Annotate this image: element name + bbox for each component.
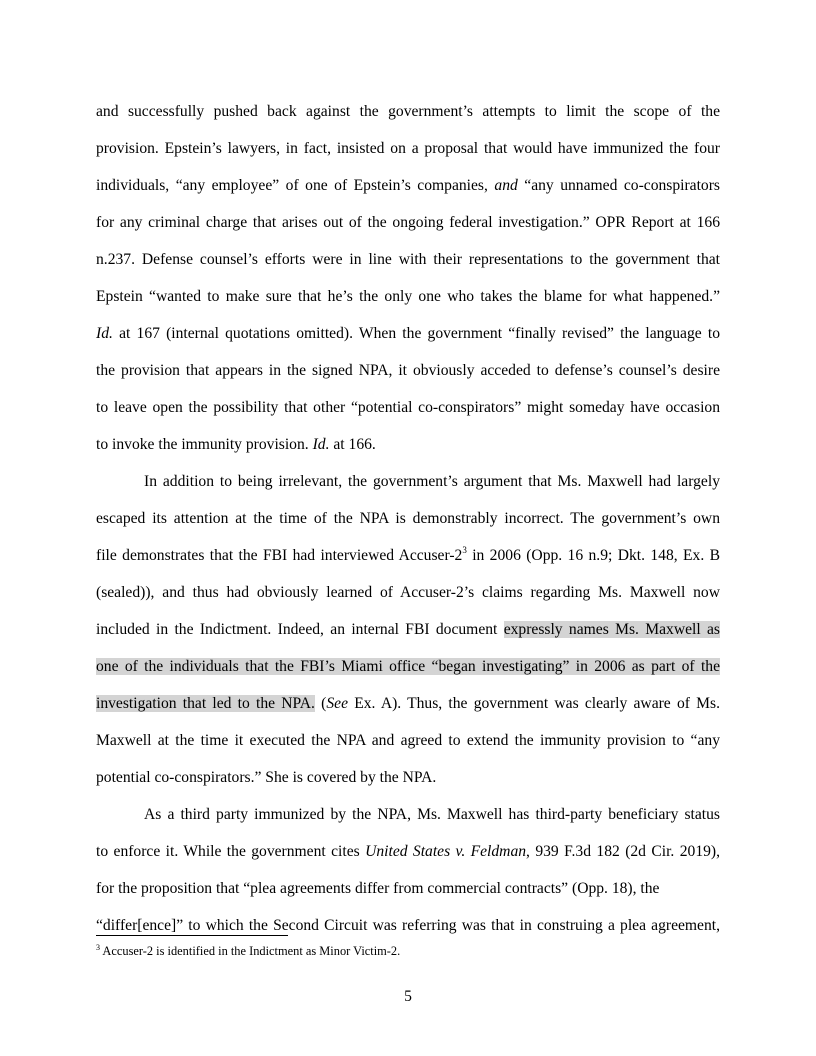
text-line (96, 759, 720, 796)
text-segment: for any criminal charge that arises out of the ongoing federal investigation.” OPR Report at 166 (96, 214, 720, 231)
text-segment: escaped its attention at the time of the NPA is demonstrably incorrect. The government’s own (96, 510, 720, 527)
text-line (96, 685, 720, 722)
text-line (96, 241, 720, 278)
italic-text: Id. (96, 325, 113, 342)
text-segment: Epstein “wanted to make sure that he’s the only one who takes the blame for what happened.” (96, 288, 720, 305)
text-line (96, 648, 720, 685)
text-segment: “any unnamed co-conspirators (517, 177, 720, 194)
text-segment: , 939 F.3d 182 (2d Cir. 2019), (526, 843, 721, 860)
text-line (96, 352, 720, 389)
text-line (96, 611, 720, 648)
page-number: 5 (404, 988, 412, 1005)
text-segment: at 167 (internal quotations omitted). When the government “finally revised” the language to (112, 325, 720, 342)
text-line (96, 537, 720, 574)
text-segment: the provision that appears in the signed NPA, it obviously acceded to defense’s counsel’s desire (96, 362, 720, 379)
text-line (96, 167, 720, 204)
text-segment: n.237. Defense counsel’s efforts were in line with their representations to the government that (96, 251, 720, 268)
text-line (96, 204, 720, 241)
highlighted-text: one of the individuals that the FBI’s Miami office “began investigating” in 2006 as part of the (96, 658, 720, 675)
text-line (96, 93, 720, 130)
text-segment: ( (314, 695, 327, 712)
text-segment: included in the Indictment. Indeed, an internal FBI document (96, 621, 504, 638)
text-segment: individuals, “any employee” of one of Epstein’s companies, (96, 177, 495, 194)
text-segment: in 2006 (Opp. 16 n.9; Dkt. 148, Ex. B (466, 547, 720, 564)
text-line (96, 130, 720, 167)
text-line (96, 722, 720, 759)
text-segment: “differ[ence]” to which the Second Circuit was referring was that in construing a plea agreement, (96, 917, 720, 934)
footnote (96, 944, 400, 959)
text-segment: provision. Epstein’s lawyers, in fact, insisted on a proposal that would have immunized the four (96, 140, 720, 157)
text-line (96, 796, 720, 833)
text-line (96, 389, 720, 426)
text-segment: Ex. A). Thus, the government was clearly aware of Ms. (348, 695, 720, 712)
text-segment: Maxwell at the time it executed the NPA and agreed to extend the immunity provision to “any (96, 732, 720, 749)
italic-text: Id. (312, 436, 330, 453)
text-segment: (sealed)), and thus had obviously learned of Accuser-2’s claims regarding Ms. Maxwell now (96, 584, 720, 601)
highlighted-text: investigation that led to the NPA. (96, 695, 315, 712)
text-segment: at 166. (329, 436, 376, 453)
text-segment: to invoke the immunity provision. (96, 436, 313, 453)
body-text (96, 93, 720, 944)
text-line (96, 833, 720, 870)
italic-text: United States v. Feldman (365, 843, 527, 860)
highlighted-text: expressly names Ms. Maxwell as (503, 621, 720, 638)
text-segment: file demonstrates that the FBI had interviewed Accuser-2 (96, 547, 463, 564)
text-line (96, 278, 720, 315)
italic-text: and (494, 177, 518, 194)
text-line (96, 870, 720, 907)
text-line (96, 907, 720, 944)
text-segment: and successfully pushed back against the government’s attempts to limit the scope of the (96, 103, 720, 120)
text-segment: potential co-conspirators.” She is covered by the NPA. (96, 769, 437, 786)
text-segment: In addition to being irrelevant, the government’s argument that Ms. Maxwell had largely (144, 473, 720, 490)
text-line (96, 574, 720, 611)
text-segment: to enforce it. While the government cites (96, 843, 366, 860)
text-line (96, 315, 720, 352)
text-segment: for the proposition that “plea agreements differ from commercial contracts” (Opp. 18), the (96, 880, 660, 897)
text-line (96, 426, 720, 463)
text-line (96, 463, 720, 500)
footnote-text: Accuser-2 is identified in the Indictment as Minor Victim-2. (102, 944, 401, 958)
italic-text: See (326, 695, 349, 712)
footnote-separator (96, 935, 288, 936)
text-segment: As a third party immunized by the NPA, Ms. Maxwell has third-party beneficiary status (144, 806, 720, 823)
footnote-marker: 3 (96, 943, 100, 952)
text-segment: to leave open the possibility that other “potential co-conspirators” might someday have occasion (96, 399, 720, 416)
footnote-reference: 3 (462, 545, 467, 555)
text-line (96, 500, 720, 537)
